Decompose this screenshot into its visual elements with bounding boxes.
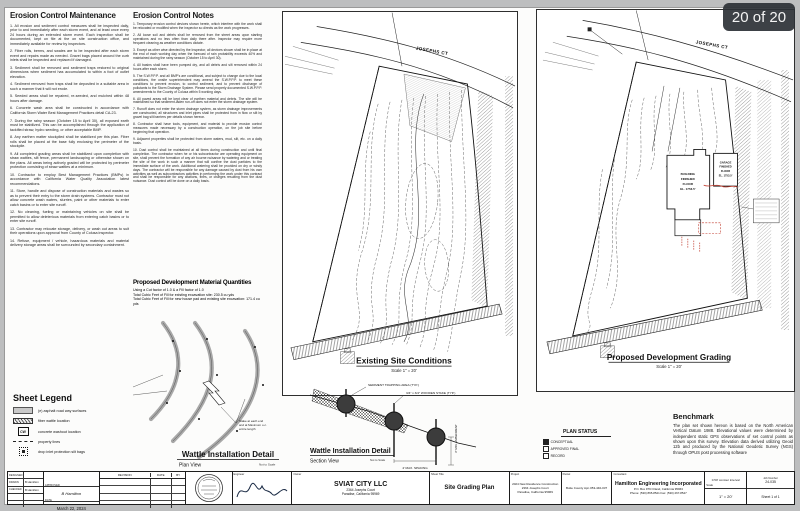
lot-boundary [313, 66, 488, 342]
svg-text:BUILDING: BUILDING [680, 172, 696, 177]
existing-plan-scale: Scale 1" = 20' [391, 368, 417, 374]
scale-label: Scale [706, 484, 713, 487]
benchmark-title: Benchmark [673, 412, 714, 421]
wattle-plan-subtitle: Plan View [179, 462, 202, 469]
sheet-number: Sheet 1 of 1 [761, 494, 780, 499]
page-counter-badge: 20 of 20 [723, 3, 795, 31]
job-number-label: Job Number [763, 476, 778, 480]
revision-row [100, 479, 185, 486]
quantities-title: Proposed Development Material Quantities [133, 279, 252, 286]
consultant-phone: Phone: (530) 865-8521 Fax: (530) 267-8547 [629, 491, 687, 495]
legend-label: concrete washout location [38, 429, 81, 434]
revision-table [100, 472, 186, 504]
spacing-label: 4' MAX. SPACING [402, 466, 428, 470]
approved-label: APPROVED [44, 484, 60, 487]
notes-item: 1. Temporary erosion control devices shown herein, which interfere with the work shall be relocated or modified when the inspector so directs as the work progresses. [133, 22, 262, 31]
sheet-title-cell [430, 472, 510, 504]
drawing-sheet [4, 7, 795, 511]
notes-item: 4. All basins shall have been pumped dry, and all debris and silt removed within 24 hours after each storm. [133, 62, 262, 71]
monument-marker [588, 27, 592, 31]
maintenance-title: Erosion Control Maintenance [10, 11, 116, 20]
maintenance-item: 12. No cleaning, fueling or maintaining vehicles on site shall be permitted to allow deleterious materials from entering catch basins or to enter site runoff. [10, 210, 129, 224]
material-quantities [133, 279, 265, 306]
stake-label: 3/4" x 3/4" WOODEN STAKE (TYP.) [406, 391, 456, 395]
legend-label: drop inlet protection silt bags [38, 449, 85, 454]
project-line-3: Paradise, California 95969 [517, 490, 553, 494]
plan-status-title: PLAN STATUS [561, 429, 611, 437]
maintenance-item: 9. All completed grading areas shall be stabilized upon completion with straw wattles, silt fence, permanent landscaping or otherwise shown on the plans. All areas being actively graded will be protected by perimeter protection consisting of straw wattles at a minimum. [10, 151, 129, 170]
street-label: JOSEPHS CT [415, 45, 449, 57]
notes-item: 2. All loose soil and debris shall be removed from the street areas upon starting operations and no less often than daily there after. Inspector may require more frequent cleaning as weather conditions dictate. [133, 33, 262, 46]
maintenance-item: 3. Sediment shall be removed and sediment traps restored to original dimensions when sediment has accumulated to within a foot of outlet elevation. [10, 65, 129, 79]
owner-address-1: 2364 Josephs Court [346, 487, 375, 492]
maintenance-item: 5. Seeded areas shall be repaired, re-seeded, and mulched within 48 hours after damage. [10, 94, 129, 103]
owner-label: Owner [293, 473, 302, 476]
legend-item-wattle [13, 418, 141, 424]
lot-boundary [573, 62, 748, 336]
checkbox-checked-icon [543, 439, 549, 445]
svg-text:FINISHED: FINISHED [719, 165, 732, 169]
wattle-swatch [13, 418, 33, 424]
notes-item: 6. All paved areas will be kept clear of earthen material and debris. The site will be maintained so that sediment-laden run-off does not enter the storm drainage system. [133, 96, 262, 105]
job-number: 24-035 [765, 479, 776, 484]
plan-status [543, 420, 643, 461]
designed-label: DESIGNED [9, 473, 23, 477]
notes-item: 3. Except as other wise directed by the Inspector, all devices shown shall be in place at the end of each working day when the forecast of rain probability exceeds 40% and maintained during the rainy season (October 15 to April 30). [133, 48, 262, 60]
maintenance-item: 11. Store, handle and dispose of construction materials and wastes so as to prevent their entry to the storm drain systems. Contractor must not allow concrete wash waters, slurries, paint or other materials to enter catch basins or to enter site runoff. [10, 189, 129, 207]
maintenance-item: 4. Sediment removed from traps shall be deposited in a suitable area in such a manner that it will not erode. [10, 82, 129, 91]
stake-note [239, 419, 267, 431]
stake-marks [166, 338, 264, 432]
title-stamp-icon [341, 349, 355, 364]
engineer-cell [233, 472, 293, 504]
silt-bag-swatch [19, 447, 28, 456]
plan-status-label: APPROVED FINAL [550, 446, 580, 451]
wattle-plan-title: Wattle Installation Detail [181, 450, 275, 459]
porch-footprint [675, 220, 701, 236]
notes-item: 7. Runoff does not enter the storm drainage system, as storm drainage improvements are constructed, all structures and inlet pipes shall be protected from in flow or silt by gravel bag silt barriers per details shown hereon. [133, 107, 262, 120]
maintenance-item: 7. During the rainy season (October 15 to April 30), all exposed earth must be stabilized. This can be accomplished through the application of tackified straw, hydro seeding, or other acceptable BMP. [10, 118, 129, 132]
stamp-cell [186, 472, 233, 504]
svg-text:FINISHED: FINISHED [680, 177, 695, 182]
svg-text:Stake at each end: Stake at each end [239, 419, 264, 423]
plan-status-conceptual [543, 439, 643, 445]
checked-by: B Hamilton [23, 487, 43, 493]
owner-address-2: Paradise, California 95969 [341, 491, 380, 496]
title-block [7, 471, 795, 511]
svg-text:FLOOR: FLOOR [682, 182, 694, 187]
plan-status-record [543, 453, 643, 459]
sheet-legend-title: Sheet Legend [13, 393, 73, 403]
checkbox-icon [543, 453, 549, 459]
benchmark-note [673, 412, 793, 455]
benchmark-text: The plan set shown hereon is based on the North American Vertical Datum 1988. Elevational values were determined by independent static GPS observations of set control points as shown upon this survey. Elevation data derived utilizing Geoid 12b and produced by the National Geodetic Survey (NGS) through OPUS post processing software [673, 423, 793, 455]
property-line-swatch [13, 441, 33, 442]
maintenance-item: 10. Contractor to employ Best Management Practices (BMPs) in accordance with California Water Quality Association latest recommendations. [10, 172, 129, 186]
gravel-drive-area [404, 74, 465, 141]
east-hatch-band [757, 80, 771, 308]
project-cell [510, 472, 562, 504]
plan-status-label: CONCEPTUAL [550, 439, 574, 444]
wattle-section-subtitle: Section View [310, 458, 339, 465]
swale-line [404, 94, 424, 342]
embed-label: 3" MIN. EMBEDMENT [454, 424, 458, 453]
proposed-grading-drawing [537, 10, 794, 391]
legend-label: fiber wattle location [38, 418, 70, 423]
notes-list [133, 23, 262, 184]
maintenance-item: 1. All erosion and sediment control measures shall be inspected daily, prior to and immediately after each storm event, and at least once every 24 hours during an extended storm event. Each inspection shall be documented, kept on file at the on site construction office, and immediately available for review by inspectors. [10, 23, 129, 46]
driveway-lines [652, 86, 680, 151]
wattle-section-scale: Not to Scale [370, 458, 386, 462]
approved-by-signature: B Hamilton [61, 491, 82, 496]
plan-status-approved-final [543, 446, 643, 452]
checked-label: CHECKED [9, 488, 22, 492]
svg-text:GARAGE: GARAGE [719, 161, 732, 165]
legend-label: property lines [38, 439, 61, 444]
legend-item-washout [13, 427, 141, 436]
revision-row [100, 486, 185, 493]
revision-date-header: DATE [151, 473, 172, 477]
svg-text:FLOOR: FLOOR [720, 170, 731, 174]
wattle-section-title: Wattle Installation Detail [310, 448, 391, 455]
owner-name: SVIAT CITY LLC [333, 480, 388, 488]
approval-cell [44, 472, 100, 511]
notes-title: Erosion Control Notes [133, 11, 214, 20]
legend-item-asphalt [13, 407, 141, 414]
street-label: JOSEPHS CT [695, 39, 729, 51]
project-line-1: 2024 New Residence Construction [512, 482, 559, 486]
existing-road-band [291, 304, 502, 360]
maintenance-item: 14. Refuse, equipment / vehicle, hazardous materials and material delivery storage areas shall be surrounded by secondary containment. [10, 238, 129, 248]
approval-date: March 22, 2024 [56, 506, 86, 511]
notes-item: 9. Adjacent properties shall be protected from storm waters, mud, silt, etc. on a daily basis. [133, 137, 262, 145]
job-cell [747, 472, 794, 504]
maintenance-list [10, 24, 129, 248]
proposed-grading-panel [536, 9, 795, 392]
consultant-address: P.O. Box 979 Orland, California 95963 [633, 487, 683, 491]
drawing-scale: 1" = 20' [718, 494, 733, 499]
wattle-plan-scale: Not to Scale [259, 462, 276, 467]
plan-status-label: RECORD [550, 454, 565, 459]
parcel-cell [562, 472, 613, 504]
edge-hatch-band [781, 70, 789, 330]
contour-interval: 0.50' contour interval [711, 478, 740, 482]
revision-by-header: BY [176, 473, 181, 477]
revision-header: REVISION [100, 473, 151, 477]
consultant-cell [612, 472, 705, 504]
svg-text:EL. 1753.5': EL. 1753.5' [680, 187, 696, 192]
proposed-plan-scale: Scale 1" = 20' [656, 364, 682, 370]
notes-item: 5. The S.W.P.P.P. and all BMP's are conditional, and subject to change due to the local conditions, the onsite superintendent may amend the S.W.P.P.P. to meet these conditions to prevent erosion, to control sediment, and to prevent discharge of pollutants to the Storm Drainage System. Please send properly documented S.W.P.P.P. amendments to the County of Colusa within 5 working days. [133, 73, 262, 94]
engineer-signature [233, 477, 291, 503]
maintenance-item: 6. Concrete wash area shall be constructed in accordance with California Storm Water Best Management Practices detail CA-23. [10, 106, 129, 115]
existing-plan-title: Existing Site Conditions [356, 355, 452, 366]
wattle-plan-detail [133, 323, 318, 471]
wattle-section-detail [308, 381, 480, 471]
engineer-label: Engineer [233, 473, 245, 476]
erosion-control-maintenance [10, 11, 129, 391]
legend-label: (e) asphalt road way surfaces [38, 408, 87, 413]
parcel-label: Parcel [562, 473, 571, 476]
maintenance-item: 2. Fiber rolls, berms, and swales are to be inspected after each storm event and repairs made as needed. Gravel bags placed around the curb inlets shall be inspected and replaced if damaged. [10, 49, 129, 63]
existing-site-drawing [283, 12, 517, 395]
asphalt-swatch [13, 407, 33, 414]
leader-lines [133, 375, 245, 423]
quantities-list [133, 288, 265, 306]
date-label: DATE [44, 499, 52, 502]
maintenance-item: 13. Contractor may relocate storage, delivery, or wash out areas to suit their operations upon approval from County of Colusa inspector. [10, 226, 129, 236]
drawn-label: DRAWN [9, 480, 19, 484]
wattle-arcs [151, 323, 258, 457]
legend-item-siltbag [13, 447, 141, 456]
sheet-title: Site Grading Plan [444, 485, 495, 491]
consultant-name: Hamilton Engineering Incorporated [614, 481, 702, 487]
credits-cell [8, 472, 44, 504]
drawn-by: B Hamilton [23, 479, 43, 485]
vegetation-band [471, 90, 493, 308]
engineer-stamp [186, 472, 233, 504]
trap-label: SEDIMENT TRAPPING AREA (TYP.) [368, 383, 419, 387]
svg-text:and at Maximum o.c.: and at Maximum o.c. [239, 423, 267, 427]
notes-item: 10. Dust control shall be maintained at all times during construction and until final completion. The contractor when he or his subcontractor are operating equipment on site, shall prevent the formation of any air bourne nuisance by watering and or treating the site of the work in such a manner that will confine the dust particles to the immediate surface of the work. Additional watering shall be provided on dry or windy days. The contractor will be responsible for any damage caused by dust from his own activities as well as subcontractors activities in performing the work under this contract and shall be responsible for any citations, fines, or charges resulting from the dust nuisance. Dust control will be done on a daily basis. [133, 147, 262, 184]
proposed-plan-title: Proposed Development Grading [606, 352, 732, 362]
revision-row [100, 494, 185, 501]
sheet-title-label: Sheet Title [430, 473, 444, 476]
vegetation-band [731, 86, 751, 300]
notes-item: 8. Contractor shall have tools, equipment, and material to provide erosion control measures made necessary by a construction operation, on the job site before beginning that operation. [133, 122, 262, 135]
quantities-line: Total Cubic Feet of Fill for existing excavation site: 230.5 cu yds [133, 292, 235, 297]
owner-cell [292, 472, 430, 504]
revision-row [100, 501, 185, 507]
scale-cell [705, 472, 747, 504]
project-label: Project [510, 473, 520, 476]
svg-text:entire length: entire length [239, 427, 256, 431]
concrete-washout-swatch: CW [18, 427, 29, 436]
svg-text:EL. 1753.5': EL. 1753.5' [718, 174, 733, 178]
quantities-line: Total Cubic Feet of Fill for new house pad and existing site excavation: 171.4 cu yds [133, 297, 260, 306]
legend-item-property [13, 440, 141, 444]
erosion-control-notes [133, 11, 262, 277]
parcel-value: Butte County Apn 053-440-037 [565, 486, 608, 490]
consultant-label: Consultant [613, 473, 627, 476]
designed-by [23, 472, 43, 478]
sheet-legend [13, 393, 141, 460]
project-line-2: 2364 Josephs Court [521, 486, 549, 490]
quantities-line: Using a Cut factor of 1.0 & a Fill factor of 1.0 [133, 288, 204, 293]
maintenance-item: 8. Any earthen matter stockpiled shall be stabilized per this plan. Fiber rolls shall be placed at the base fully enclosing the perimeter of the stockpile. [10, 135, 129, 149]
east-hatch-band [505, 76, 513, 336]
checkbox-icon [543, 446, 549, 452]
